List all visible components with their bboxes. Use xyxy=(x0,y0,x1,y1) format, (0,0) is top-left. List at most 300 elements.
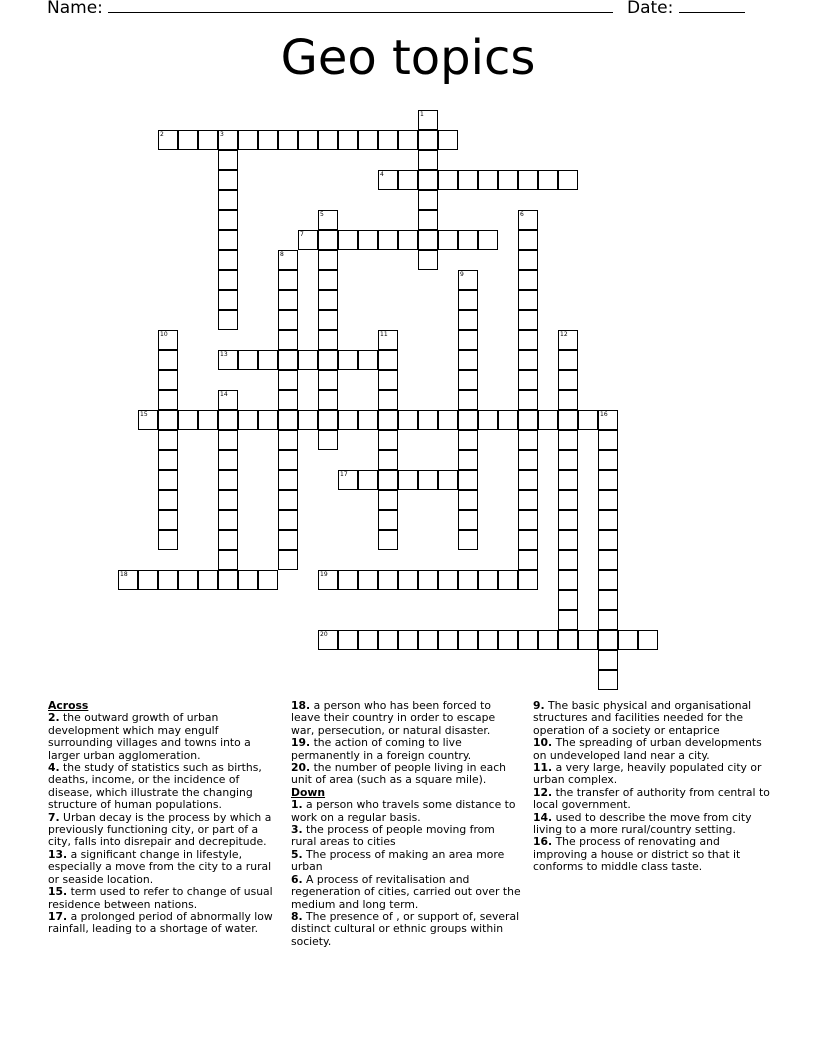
crossword-cell[interactable] xyxy=(598,650,618,670)
across-clue-list xyxy=(48,712,283,935)
crossword-cell[interactable] xyxy=(318,130,338,150)
crossword-cell[interactable] xyxy=(558,550,578,570)
crossword-cell[interactable] xyxy=(458,230,478,250)
crossword-cell[interactable] xyxy=(318,230,338,250)
clue-item xyxy=(291,874,521,911)
clue-number-label: 20. xyxy=(291,761,311,775)
crossword-cell[interactable] xyxy=(218,350,238,370)
clue-item xyxy=(48,886,283,911)
crossword-cell[interactable] xyxy=(378,230,398,250)
clue-number: 13 xyxy=(220,351,228,358)
across-clue-list-continued xyxy=(291,700,521,787)
crossword-cell[interactable] xyxy=(598,670,618,690)
crossword-cell[interactable] xyxy=(538,630,558,650)
crossword-cell[interactable] xyxy=(218,430,238,450)
crossword-cell[interactable] xyxy=(438,230,458,250)
crossword-cell[interactable] xyxy=(218,390,238,410)
crossword-cell[interactable] xyxy=(518,270,538,290)
crossword-cell[interactable] xyxy=(518,230,538,250)
crossword-cell[interactable] xyxy=(318,270,338,290)
crossword-cell[interactable] xyxy=(438,130,458,150)
crossword-cell[interactable] xyxy=(558,170,578,190)
crossword-cell[interactable] xyxy=(278,450,298,470)
crossword-cell[interactable] xyxy=(418,410,438,430)
crossword-cell[interactable] xyxy=(478,630,498,650)
date-label: Date: xyxy=(627,0,674,18)
crossword-cell[interactable] xyxy=(458,290,478,310)
crossword-cell[interactable] xyxy=(218,250,238,270)
crossword-cell[interactable] xyxy=(258,410,278,430)
crossword-cell[interactable] xyxy=(598,550,618,570)
clue-number-label: 5. xyxy=(291,847,303,861)
clue-item xyxy=(291,737,521,762)
down-clue-list-continued xyxy=(533,700,773,874)
crossword-cell[interactable] xyxy=(118,570,138,590)
crossword-cell[interactable] xyxy=(218,290,238,310)
crossword-cell[interactable] xyxy=(518,330,538,350)
clue-number: 12 xyxy=(560,331,568,338)
crossword-cell[interactable] xyxy=(458,470,478,490)
crossword-cell[interactable] xyxy=(518,550,538,570)
crossword-cell[interactable] xyxy=(278,250,298,270)
crossword-cell[interactable] xyxy=(378,130,398,150)
crossword-cell[interactable] xyxy=(378,490,398,510)
crossword-cell[interactable] xyxy=(578,630,598,650)
crossword-cell[interactable] xyxy=(378,170,398,190)
clue-number-label: 8. xyxy=(291,909,303,923)
crossword-cell[interactable] xyxy=(218,190,238,210)
crossword-cell[interactable] xyxy=(558,330,578,350)
crossword-cell[interactable] xyxy=(378,630,398,650)
crossword-cell[interactable] xyxy=(558,530,578,550)
clue-number: 2 xyxy=(160,131,164,138)
clues-column-3 xyxy=(533,700,773,874)
crossword-cell[interactable] xyxy=(318,350,338,370)
clue-number-label: 15. xyxy=(48,885,68,899)
crossword-cell[interactable] xyxy=(398,170,418,190)
clue-text: The basic physical and organisational structures and facilities needed for the operation of a society or entaprice xyxy=(533,699,752,737)
crossword-cell[interactable] xyxy=(258,130,278,150)
crossword-cell[interactable] xyxy=(498,630,518,650)
crossword-cell[interactable] xyxy=(518,210,538,230)
crossword-cell[interactable] xyxy=(298,230,318,250)
crossword-cell[interactable] xyxy=(318,310,338,330)
crossword-cell[interactable] xyxy=(498,570,518,590)
crossword-cell[interactable] xyxy=(598,410,618,430)
crossword-cell[interactable] xyxy=(138,410,158,430)
clue-text: A process of revitalisation and regeneration of cities, carried out over the medium and long term. xyxy=(291,872,521,911)
crossword-cell[interactable] xyxy=(538,410,558,430)
clue-text: The process of renovating and improving a house or district so that it conforms to middle class taste. xyxy=(533,835,741,874)
crossword-cell[interactable] xyxy=(398,410,418,430)
crossword-cell[interactable] xyxy=(458,430,478,450)
crossword-cell[interactable] xyxy=(478,230,498,250)
clue-number-label: 9. xyxy=(533,699,545,712)
crossword-cell[interactable] xyxy=(278,130,298,150)
clue-number-label: 11. xyxy=(533,761,553,775)
crossword-cell[interactable] xyxy=(438,170,458,190)
crossword-cell[interactable] xyxy=(158,570,178,590)
crossword-cell[interactable] xyxy=(458,370,478,390)
crossword-cell[interactable] xyxy=(338,570,358,590)
crossword-cell[interactable] xyxy=(338,350,358,370)
clue-item xyxy=(533,812,773,837)
clue-number: 1 xyxy=(420,111,424,118)
crossword-cell[interactable] xyxy=(398,230,418,250)
crossword-cell[interactable] xyxy=(558,470,578,490)
clue-number: 18 xyxy=(120,571,128,578)
crossword-cell[interactable] xyxy=(198,130,218,150)
down-clue-list xyxy=(291,799,521,948)
crossword-cell[interactable] xyxy=(198,410,218,430)
across-heading: Across xyxy=(48,699,89,712)
crossword-cell[interactable] xyxy=(158,470,178,490)
crossword-cell[interactable] xyxy=(538,170,558,190)
crossword-cell[interactable] xyxy=(418,150,438,170)
clue-item xyxy=(533,762,773,787)
crossword-cell[interactable] xyxy=(558,630,578,650)
crossword-cell[interactable] xyxy=(278,390,298,410)
crossword-cell[interactable] xyxy=(378,470,398,490)
crossword-cell[interactable] xyxy=(558,450,578,470)
crossword-cell[interactable] xyxy=(258,350,278,370)
crossword-cell[interactable] xyxy=(518,630,538,650)
clue-number: 7 xyxy=(300,231,304,238)
crossword-cell[interactable] xyxy=(418,190,438,210)
clue-number-label: 10. xyxy=(533,736,553,750)
crossword-cell[interactable] xyxy=(518,290,538,310)
clue-number-label: 3. xyxy=(291,823,303,837)
clue-text: used to describe the move from city living to a more rural/country setting. xyxy=(533,810,752,837)
crossword-cell[interactable] xyxy=(518,530,538,550)
clue-number: 8 xyxy=(280,251,284,258)
crossword-cell[interactable] xyxy=(338,630,358,650)
crossword-cell[interactable] xyxy=(218,270,238,290)
crossword-cell[interactable] xyxy=(178,570,198,590)
crossword-cell[interactable] xyxy=(458,450,478,470)
clue-item xyxy=(533,836,773,873)
crossword-cell[interactable] xyxy=(418,570,438,590)
clue-text: a person who has been forced to leave their country in order to escape war, persecution, or natural disaster. xyxy=(291,699,496,737)
clue-item xyxy=(291,762,521,787)
crossword-cell[interactable] xyxy=(558,510,578,530)
crossword-cell[interactable] xyxy=(518,430,538,450)
crossword-cell[interactable] xyxy=(278,510,298,530)
clue-item xyxy=(533,787,773,812)
crossword-cell[interactable] xyxy=(418,170,438,190)
crossword-cell[interactable] xyxy=(278,470,298,490)
crossword-cell[interactable] xyxy=(378,570,398,590)
crossword-cell[interactable] xyxy=(378,370,398,390)
crossword-cell[interactable] xyxy=(158,530,178,550)
crossword-cell[interactable] xyxy=(558,370,578,390)
crossword-cell[interactable] xyxy=(218,490,238,510)
clue-item xyxy=(291,799,521,824)
crossword-cell[interactable] xyxy=(458,390,478,410)
crossword-cell[interactable] xyxy=(598,590,618,610)
crossword-cell[interactable] xyxy=(458,530,478,550)
crossword-cell[interactable] xyxy=(278,430,298,450)
crossword-cell[interactable] xyxy=(378,510,398,530)
clue-text: a person who travels some distance to work on a regular basis. xyxy=(291,798,516,824)
crossword-cell[interactable] xyxy=(598,610,618,630)
crossword-cell[interactable] xyxy=(318,390,338,410)
crossword-cell[interactable] xyxy=(278,490,298,510)
crossword-cell[interactable] xyxy=(418,630,438,650)
crossword-cell[interactable] xyxy=(558,410,578,430)
crossword-cell[interactable] xyxy=(318,330,338,350)
crossword-cell[interactable] xyxy=(218,210,238,230)
crossword-cell[interactable] xyxy=(278,530,298,550)
crossword-cell[interactable] xyxy=(518,370,538,390)
clue-number: 14 xyxy=(220,391,228,398)
crossword-cell[interactable] xyxy=(338,130,358,150)
page-title: Geo topics xyxy=(280,30,536,86)
crossword-cell[interactable] xyxy=(518,490,538,510)
crossword-cell[interactable] xyxy=(158,130,178,150)
crossword-cell[interactable] xyxy=(518,450,538,470)
crossword-cell[interactable] xyxy=(278,290,298,310)
crossword-cell[interactable] xyxy=(158,330,178,350)
crossword-cell[interactable] xyxy=(598,630,618,650)
crossword-cell[interactable] xyxy=(318,210,338,230)
clue-item xyxy=(48,712,283,762)
crossword-cell[interactable] xyxy=(498,170,518,190)
crossword-cell[interactable] xyxy=(598,570,618,590)
clue-number: 9 xyxy=(460,271,464,278)
crossword-cell[interactable] xyxy=(558,610,578,630)
crossword-cell[interactable] xyxy=(558,430,578,450)
crossword-cell[interactable] xyxy=(518,250,538,270)
crossword-cell[interactable] xyxy=(418,210,438,230)
crossword-cell[interactable] xyxy=(238,410,258,430)
crossword-cell[interactable] xyxy=(358,470,378,490)
crossword-cell[interactable] xyxy=(438,630,458,650)
crossword-cell[interactable] xyxy=(458,630,478,650)
crossword-cell[interactable] xyxy=(418,110,438,130)
crossword-cell[interactable] xyxy=(418,250,438,270)
crossword-cell[interactable] xyxy=(278,370,298,390)
crossword-cell[interactable] xyxy=(578,410,598,430)
crossword-cell[interactable] xyxy=(518,350,538,370)
clue-number-label: 14. xyxy=(533,810,553,824)
crossword-cell[interactable] xyxy=(158,390,178,410)
crossword-cell[interactable] xyxy=(558,350,578,370)
crossword-cell[interactable] xyxy=(158,370,178,390)
crossword-cell[interactable] xyxy=(518,570,538,590)
crossword-cell[interactable] xyxy=(478,570,498,590)
clue-text: The process of making an area more urban xyxy=(291,847,505,874)
crossword-cell[interactable] xyxy=(218,470,238,490)
crossword-cell[interactable] xyxy=(298,130,318,150)
clue-number: 4 xyxy=(380,171,384,178)
crossword-cell[interactable] xyxy=(338,230,358,250)
clue-number-label: 7. xyxy=(48,810,60,824)
crossword-cell[interactable] xyxy=(318,250,338,270)
crossword-cell[interactable] xyxy=(598,490,618,510)
crossword-cell[interactable] xyxy=(598,530,618,550)
crossword-cell[interactable] xyxy=(258,570,278,590)
crossword-cell[interactable] xyxy=(638,630,658,650)
crossword-cell[interactable] xyxy=(218,410,238,430)
crossword-cell[interactable] xyxy=(438,470,458,490)
crossword-cell[interactable] xyxy=(358,410,378,430)
crossword-cell[interactable] xyxy=(278,330,298,350)
crossword-cell[interactable] xyxy=(278,350,298,370)
crossword-cell[interactable] xyxy=(178,130,198,150)
crossword-cell[interactable] xyxy=(458,570,478,590)
crossword-cell[interactable] xyxy=(138,570,158,590)
crossword-cell[interactable] xyxy=(218,550,238,570)
crossword-cell[interactable] xyxy=(278,310,298,330)
crossword-cell[interactable] xyxy=(458,490,478,510)
crossword-cell[interactable] xyxy=(298,410,318,430)
crossword-cell[interactable] xyxy=(358,130,378,150)
crossword-cell[interactable] xyxy=(318,570,338,590)
crossword-cell[interactable] xyxy=(338,470,358,490)
crossword-cell[interactable] xyxy=(318,290,338,310)
crossword-cell[interactable] xyxy=(398,130,418,150)
crossword-cell[interactable] xyxy=(378,450,398,470)
crossword-cell[interactable] xyxy=(178,410,198,430)
clue-text: Urban decay is the process by which a previously functioning city, or part of a city, falls into disrepair and decrepitude. xyxy=(48,810,272,849)
crossword-cell[interactable] xyxy=(278,270,298,290)
crossword-cell[interactable] xyxy=(218,510,238,530)
crossword-cell[interactable] xyxy=(358,630,378,650)
crossword-cell[interactable] xyxy=(238,130,258,150)
crossword-cell[interactable] xyxy=(218,570,238,590)
clues-column-1 xyxy=(48,700,283,936)
clue-text: the outward growth of urban development which may engulf surrounding villages and towns into a larger urban agglomeration. xyxy=(48,711,251,762)
crossword-cell[interactable] xyxy=(558,490,578,510)
crossword-cell[interactable] xyxy=(558,570,578,590)
crossword-cell[interactable] xyxy=(378,330,398,350)
crossword-cell[interactable] xyxy=(518,410,538,430)
crossword-cell[interactable] xyxy=(618,630,638,650)
clue-number-label: 16. xyxy=(533,835,553,849)
crossword-cell[interactable] xyxy=(558,590,578,610)
crossword-cell[interactable] xyxy=(358,350,378,370)
down-heading: Down xyxy=(291,785,326,799)
crossword-cell[interactable] xyxy=(238,570,258,590)
clue-number-label: 13. xyxy=(48,847,68,861)
crossword-cell[interactable] xyxy=(218,230,238,250)
clue-text: the action of coming to live permanently in a foreign country. xyxy=(291,736,472,762)
clue-item xyxy=(291,911,521,948)
crossword-cell[interactable] xyxy=(358,230,378,250)
crossword-cell[interactable] xyxy=(218,150,238,170)
crossword-cell[interactable] xyxy=(458,510,478,530)
crossword-cell[interactable] xyxy=(318,430,338,450)
crossword-cell[interactable] xyxy=(598,450,618,470)
crossword-cell[interactable] xyxy=(418,130,438,150)
clue-item xyxy=(291,700,521,737)
crossword-cell[interactable] xyxy=(558,390,578,410)
clues-column-2 xyxy=(291,700,521,948)
crossword-cell[interactable] xyxy=(158,510,178,530)
crossword-cell[interactable] xyxy=(218,310,238,330)
crossword-cell[interactable] xyxy=(218,130,238,150)
clue-item xyxy=(48,762,283,812)
crossword-cell[interactable] xyxy=(318,410,338,430)
clue-text: the study of statistics such as births, deaths, income, or the incidence of disease, which illustrate the changing structure of human populations. xyxy=(48,761,262,812)
crossword-cell[interactable] xyxy=(438,410,458,430)
clue-number: 5 xyxy=(320,211,324,218)
crossword-cell[interactable] xyxy=(398,630,418,650)
crossword-cell[interactable] xyxy=(298,350,318,370)
crossword-cell[interactable] xyxy=(518,170,538,190)
crossword-cell[interactable] xyxy=(158,450,178,470)
crossword-cell[interactable] xyxy=(378,430,398,450)
crossword-cell[interactable] xyxy=(498,410,518,430)
crossword-cell[interactable] xyxy=(378,350,398,370)
crossword-cell[interactable] xyxy=(158,490,178,510)
crossword-cell[interactable] xyxy=(218,530,238,550)
clue-text: a significant change in lifestyle, especially a move from the city to a rural or seaside location. xyxy=(48,847,272,886)
crossword-cell[interactable] xyxy=(598,470,618,490)
clue-item xyxy=(291,849,521,874)
crossword-cell[interactable] xyxy=(518,510,538,530)
crossword-cell[interactable] xyxy=(598,510,618,530)
crossword-cell[interactable] xyxy=(458,310,478,330)
crossword-cell[interactable] xyxy=(518,390,538,410)
crossword-cell[interactable] xyxy=(238,350,258,370)
clue-number: 10 xyxy=(160,331,168,338)
crossword-cell[interactable] xyxy=(278,550,298,570)
crossword-cell[interactable] xyxy=(218,450,238,470)
crossword-cell[interactable] xyxy=(418,230,438,250)
crossword-cell[interactable] xyxy=(518,310,538,330)
crossword-cell[interactable] xyxy=(318,630,338,650)
crossword-cell[interactable] xyxy=(458,350,478,370)
clue-number: 17 xyxy=(340,471,348,478)
crossword-cell[interactable] xyxy=(478,170,498,190)
crossword-cell[interactable] xyxy=(278,410,298,430)
crossword-cell[interactable] xyxy=(478,410,498,430)
clue-number-label: 1. xyxy=(291,798,303,812)
crossword-cell[interactable] xyxy=(198,570,218,590)
crossword-cell[interactable] xyxy=(458,170,478,190)
crossword-cell[interactable] xyxy=(358,570,378,590)
crossword-cell[interactable] xyxy=(158,350,178,370)
crossword-cell[interactable] xyxy=(338,410,358,430)
clue-number: 11 xyxy=(380,331,388,338)
clue-text: a very large, heavily populated city or urban complex. xyxy=(533,761,762,787)
crossword-cell[interactable] xyxy=(398,570,418,590)
clue-number-label: 4. xyxy=(48,761,60,775)
crossword-cell[interactable] xyxy=(378,410,398,430)
crossword-cell[interactable] xyxy=(218,170,238,190)
clue-number-label: 12. xyxy=(533,785,553,799)
clue-item xyxy=(533,737,773,762)
crossword-cell[interactable] xyxy=(158,430,178,450)
crossword-cell[interactable] xyxy=(458,330,478,350)
crossword-cell[interactable] xyxy=(318,370,338,390)
crossword-cell[interactable] xyxy=(158,410,178,430)
crossword-cell[interactable] xyxy=(458,270,478,290)
crossword-cell[interactable] xyxy=(398,470,418,490)
clue-number: 20 xyxy=(320,631,328,638)
crossword-cell[interactable] xyxy=(598,430,618,450)
crossword-cell[interactable] xyxy=(378,390,398,410)
crossword-cell[interactable] xyxy=(378,530,398,550)
crossword-cell[interactable] xyxy=(418,470,438,490)
clue-item xyxy=(48,911,283,936)
crossword-cell[interactable] xyxy=(458,410,478,430)
crossword-cell[interactable] xyxy=(518,470,538,490)
crossword-cell[interactable] xyxy=(438,570,458,590)
clue-number-label: 17. xyxy=(48,909,68,923)
